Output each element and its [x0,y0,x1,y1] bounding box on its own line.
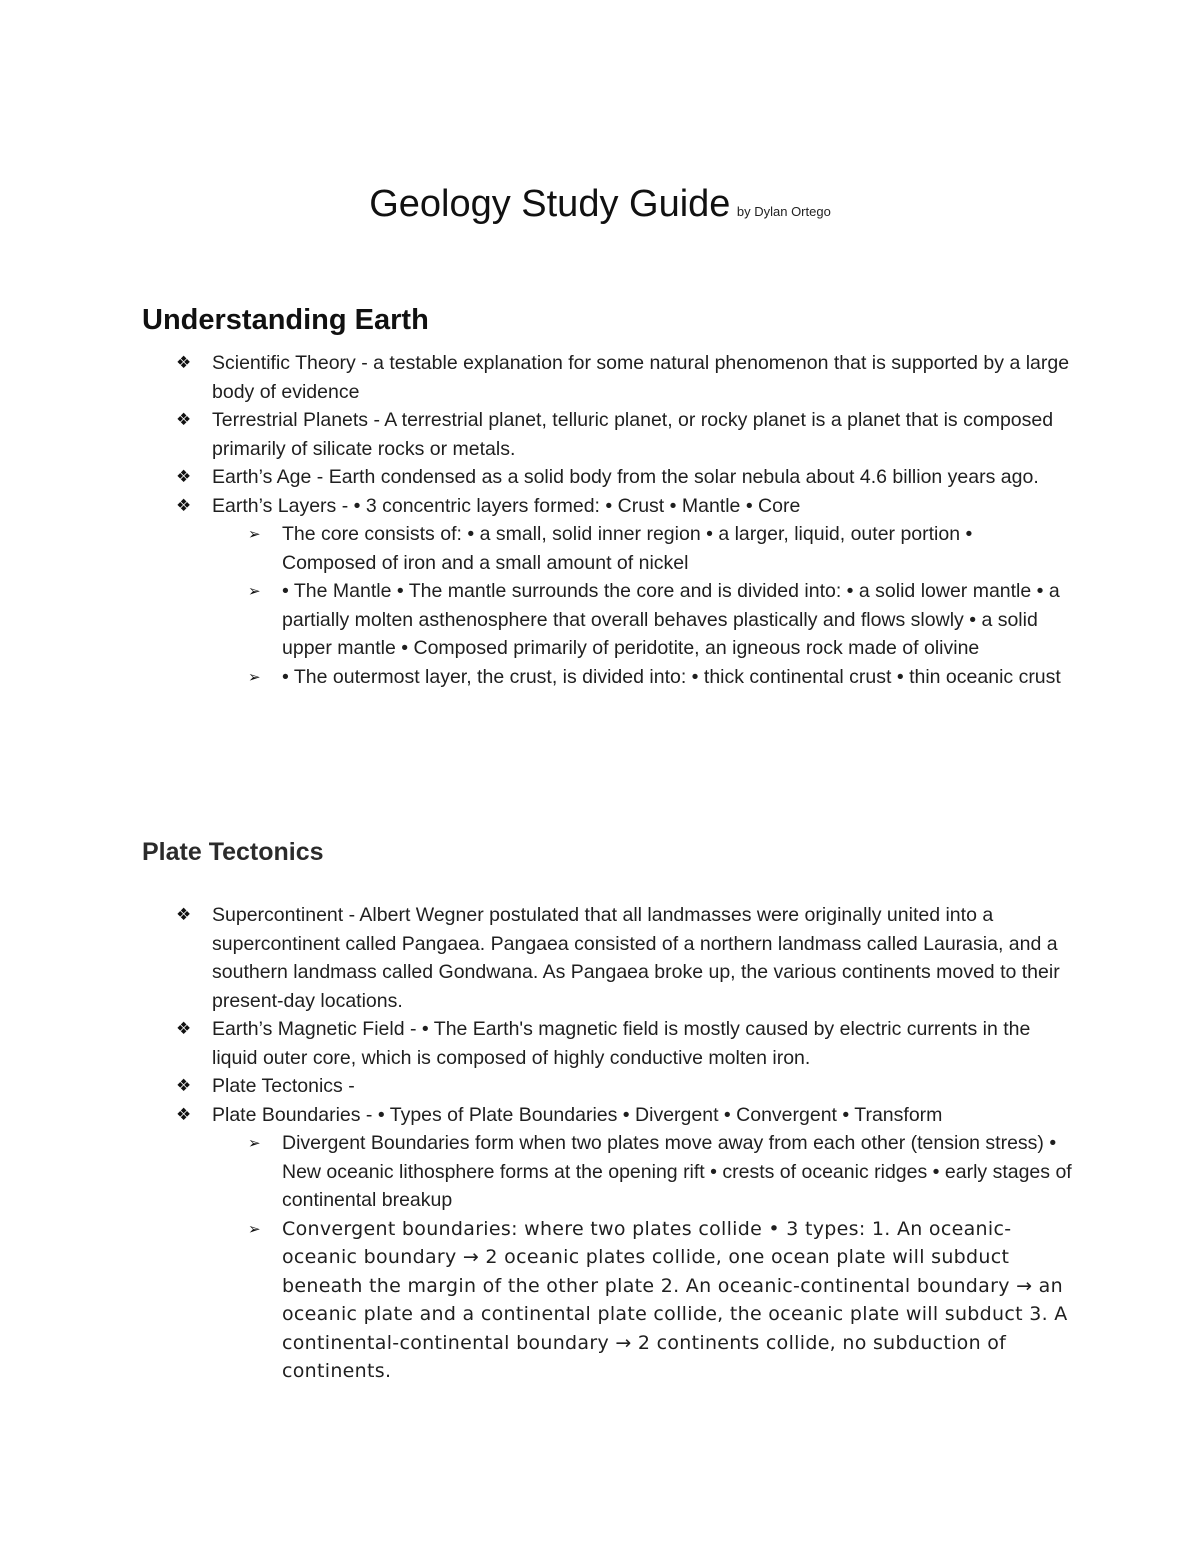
list-item-text: Earth’s Age - Earth condensed as a solid body from the solar nebula about 4.6 billion years ago. [212,466,1039,488]
diamond-bullet-icon: ❖ [176,495,192,516]
arrowhead-bullet-icon: ➢ [248,667,261,686]
sub-list-item [212,520,1072,577]
sub-list-item-text: The core consists of: • a small, solid inner region • a larger, liquid, outer portion • Composed of iron and a small amount of nickel [282,523,973,574]
document-byline: by Dylan Ortego [736,204,831,219]
list-item-text: Earth’s Layers - • 3 concentric layers formed: • Crust • Mantle • Core [212,494,801,517]
diamond-bullet-icon: ❖ [176,1076,192,1096]
sub-list-item [212,1215,1072,1386]
diamond-bullet-icon: ❖ [176,467,192,487]
sub-bullet-list [142,520,1072,691]
document-title-row [0,183,1200,226]
sub-list-item [212,577,1072,663]
section-heading: Plate Tectonics [142,838,324,866]
list-item [142,1072,1072,1101]
sub-list-item [212,663,1072,692]
section-heading: Understanding Earth [142,304,429,336]
sub-bullet-list [142,1129,1072,1386]
list-item-text: Plate Boundaries - • Types of Plate Boundaries • Divergent • Convergent • Transform [212,1103,943,1126]
diamond-bullet-icon: ❖ [176,905,192,925]
list-item-text: Supercontinent - Albert Wegner postulated that all landmasses were originally united into a supercontinent called Pangaea. Pangaea consisted of a northern landmass called Laurasia, and a southern landmass called Gondwana. As Pangaea broke up, the various continents moved to their present-day locations. [212,904,1060,1012]
diamond-bullet-icon: ❖ [176,1104,192,1125]
arrowhead-bullet-icon: ➢ [248,1134,261,1152]
bullet-list [142,349,1072,691]
sub-list-item-text: Divergent Boundaries form when two plates move away from each other (tension stress) • New oceanic lithosphere forms at the opening rift • crests of oceanic ridges • early stages of continental breakup [282,1132,1072,1211]
list-item-text: Earth’s Magnetic Field - • The Earth's magnetic field is mostly caused by electric currents in the liquid outer core, which is composed of highly conductive molten iron. [212,1018,1031,1069]
list-item-text: Plate Tectonics - [212,1075,355,1097]
list-item [142,492,1072,692]
sub-list-item-text: • The Mantle • The mantle surrounds the core and is divided into: • a solid lower mantle • a partially molten asthenosphere that overall behaves plastically and flows slowly • a solid upper mantle • Composed primarily of peridotite, an igneous rock made of olivine [282,580,1060,659]
list-item [142,406,1072,463]
list-item [142,463,1072,492]
list-item [142,901,1072,1015]
arrowhead-bullet-icon: ➢ [248,582,261,600]
list-item-text: Scientific Theory - a testable explanation for some natural phenomenon that is supported by a large body of evidence [212,352,1070,403]
list-item [142,1101,1072,1386]
section-plate-tectonics [142,836,1072,1386]
list-item-text: Terrestrial Planets - A terrestrial planet, telluric planet, or rocky planet is a planet that is composed primarily of silicate rocks or metals. [212,409,1054,460]
sub-list-item-text: • The outermost layer, the crust, is divided into: • thick continental crust • thin oceanic crust [282,665,1061,688]
list-item [142,349,1072,406]
sub-list-item-text: Convergent boundaries: where two plates collide • 3 types: 1. An oceanic-oceanic boundary → 2 oceanic plates collide, one ocean plate will subduct beneath the margin of the other plate 2. An oceanic-continental boundary → an oceanic plate and a continental plate collide, the oceanic plate will subduct 3. A continental-continental boundary → 2 continents collide, no subduction of continents. [282,1217,1068,1382]
arrowhead-bullet-icon: ➢ [248,1219,261,1238]
diamond-bullet-icon: ❖ [176,353,192,373]
diamond-bullet-icon: ❖ [176,1019,192,1039]
sub-list-item [212,1129,1072,1215]
section-understanding-earth [142,302,1072,691]
document-title: Geology Study Guide [369,183,731,225]
list-item [142,1015,1072,1072]
bullet-list [142,901,1072,1386]
diamond-bullet-icon: ❖ [176,410,192,430]
arrowhead-bullet-icon: ➢ [248,525,261,543]
